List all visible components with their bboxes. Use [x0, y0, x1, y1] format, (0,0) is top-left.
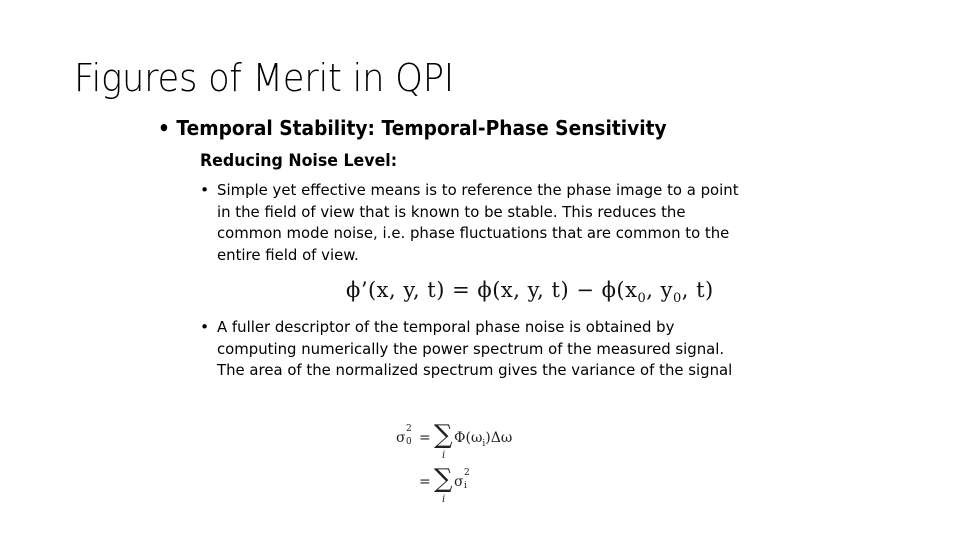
level2-bullet-text: Simple yet effective means is to reference the phase image to a point in the field of view that is known to be stable. This reduces the common mode noise, i.e. phase fluctuations that are common to the entire field of view. [217, 181, 739, 264]
equation-subscript: 0 [672, 291, 682, 307]
equation-rhs [454, 468, 470, 491]
equation-rhs [454, 430, 512, 449]
equation-equals: = [419, 474, 431, 490]
equation-equals: = [419, 430, 431, 446]
summation-symbol: ∑ [434, 464, 453, 494]
equation-lhs: ϕ’(x, y, t) [346, 278, 445, 302]
summation-index: i [442, 494, 446, 505]
equation-subscript: 0 [406, 437, 412, 447]
equation-term: ϕ(x [601, 278, 638, 302]
equation-term: , y [646, 278, 673, 302]
sigma-symbol: σ [396, 430, 406, 446]
equation-superscript: 2 [406, 424, 412, 434]
level2-bullet [200, 317, 775, 382]
equation-subscript: 0 [637, 291, 647, 307]
level1-bullet-text: Temporal Stability: Temporal-Phase Sensitivity [176, 116, 667, 140]
equation-equals: = [444, 278, 478, 302]
equation-term: Φ(ω [454, 430, 483, 446]
level2-bullet [200, 180, 775, 266]
slide-title: Figures of Merit in QPI [74, 56, 454, 100]
equation-superscript: 2 [464, 468, 470, 478]
equation-minus: − [569, 278, 602, 302]
level1-bullet [158, 116, 667, 140]
subheading: Reducing Noise Level: [200, 151, 398, 171]
sigma-symbol: σ [454, 474, 464, 490]
summation-index: i [442, 450, 446, 461]
equation-subscript: i [482, 438, 486, 449]
phase-reference-equation [346, 278, 714, 306]
equation-term: ϕ(x, y, t) [477, 278, 570, 302]
equation-subscript: i [464, 481, 467, 491]
level2-bullet-text: A fuller descriptor of the temporal phase noise is obtained by computing numerically the power spectrum of the measured signal. The area of the normalized spectrum gives the variance of the signal [217, 318, 733, 379]
summation-symbol: ∑ [434, 420, 453, 450]
equation-term: , t) [681, 278, 714, 302]
bullet-glyph: • [200, 318, 210, 336]
equation-lhs [396, 424, 412, 447]
bullet-glyph: • [200, 181, 210, 199]
bullet-glyph: • [158, 116, 170, 140]
equation-term: )Δω [485, 430, 513, 446]
